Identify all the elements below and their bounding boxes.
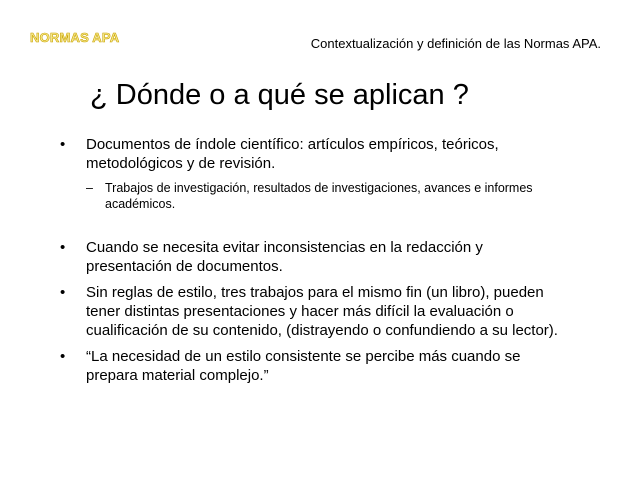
bullet-item [60,238,570,276]
header-context: Contextualización y definición de las Normas APA. [310,36,601,51]
bullet-mark: • [60,348,66,365]
bullet-text: “La necesidad de un estilo consistente se percibe más cuando se prepara material complejo.” [86,348,521,384]
sub-bullet-item [60,180,570,212]
sub-bullet-text: Trabajos de investigación, resultados de investigaciones, avances e informes académicos. [105,181,533,211]
bullet-mark: • [60,284,66,301]
bullet-text: Sin reglas de estilo, tres trabajos para el mismo fin (un libro), pueden tener distintas presentaciones y hacer más difícil la evaluación o cualificación de su contenido, (distrayendo o confundiendo a su lector). [86,284,558,339]
slide-content [60,135,570,385]
bullet-item [60,283,570,340]
bullet-item [60,347,570,385]
bullet-mark: • [60,239,66,256]
bullet-text: Cuando se necesita evitar inconsistencias en la redacción y presentación de documentos. [86,239,483,275]
bullet-item [60,135,570,173]
brand-logo-text: NORMAS APA [30,30,120,45]
sub-bullet-mark: – [86,181,93,195]
slide-title: ¿ Dónde o a qué se aplican ? [90,79,469,111]
bullet-mark: • [60,136,66,153]
bullet-text: Documentos de índole científico: artículos empíricos, teóricos, metodológicos y de revisión. [86,136,499,172]
